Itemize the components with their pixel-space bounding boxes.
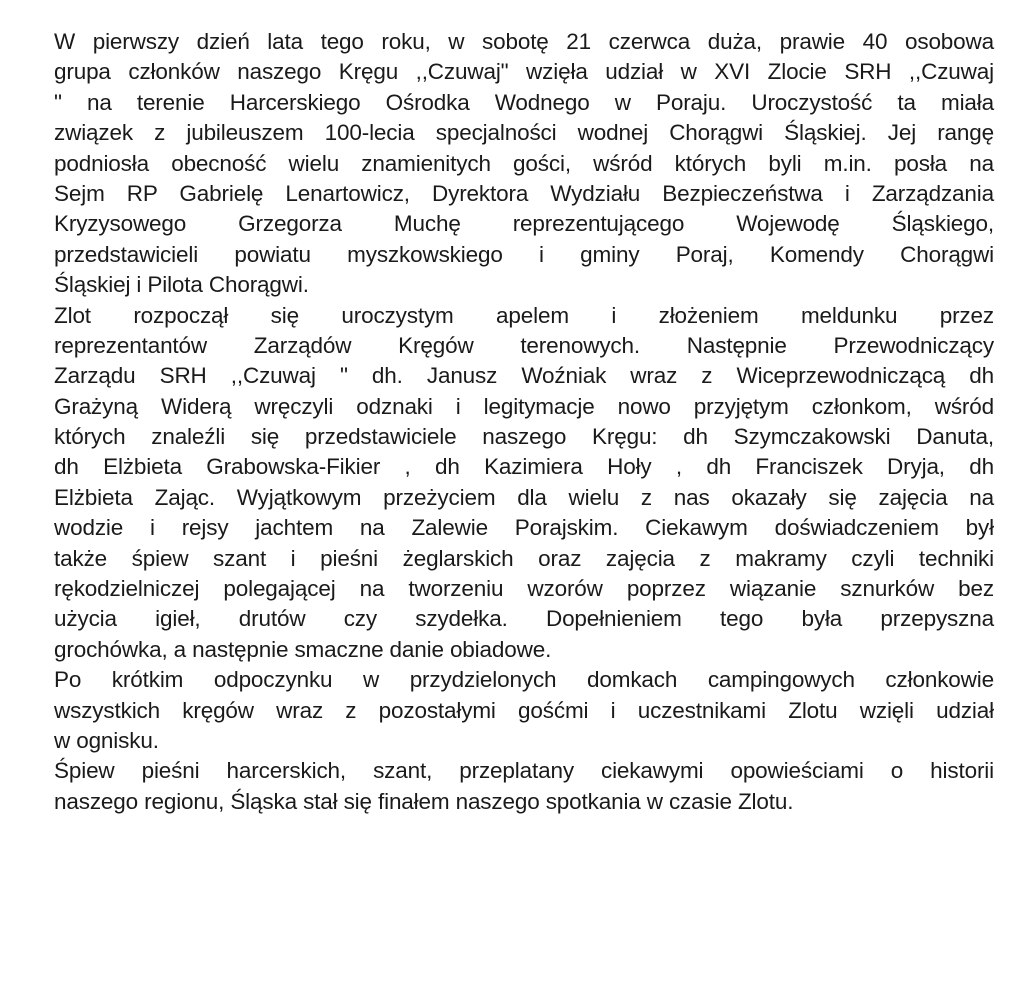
paragraph-zlot-program (54, 301, 994, 666)
document-page (54, 27, 994, 817)
text-line: w ognisku. (54, 727, 159, 753)
paragraph-finale (54, 756, 994, 817)
text-line: Po krótkim odpoczynku w przydzielonych domkach campingowych członkowie (54, 667, 994, 693)
text-line: wszystkich kręgów wraz z pozostałymi gośćmi i uczestnikami Zlotu wzięli udział (54, 697, 994, 723)
text-line: użycia igieł, drutów czy szydełka. Dopełnieniem tego była przepyszna (54, 606, 994, 632)
text-line: związek z jubileuszem 100-lecia specjalności wodnej Chorągwi Śląskiej. Jej rangę (54, 120, 994, 146)
text-line: W pierwszy dzień lata tego roku, w sobotę 21 czerwca duża, prawie 40 osobowa (54, 29, 994, 54)
text-line: dh Elżbieta Grabowska-Fikier , dh Kazimiera Hoły , dh Franciszek Dryja, dh (54, 454, 994, 480)
text-line: Grażyną Widerą wręczyli odznaki i legitymacje nowo przyjętym członkom, wśród (54, 393, 994, 419)
text-line: " na terenie Harcerskiego Ośrodka Wodnego w Poraju. Uroczystość ta miała (54, 89, 994, 115)
text-line: podniosła obecność wielu znamienitych gości, wśród których byli m.in. posła na (54, 150, 994, 176)
text-line: których znaleźli się przedstawiciele naszego Kręgu: dh Szymczakowski Danuta, (54, 424, 994, 450)
text-line: Zarządu SRH ,,Czuwaj " dh. Janusz Woźniak wraz z Wiceprzewodniczącą dh (54, 363, 994, 389)
text-line: Śląskiej i Pilota Chorągwi. (54, 272, 309, 298)
text-line: rękodzielniczej polegającej na tworzeniu wzorów poprzez wiązanie sznurków bez (54, 576, 994, 602)
text-line: reprezentantów Zarządów Kręgów terenowych. Następnie Przewodniczący (54, 332, 994, 358)
text-line: Śpiew pieśni harcerskich, szant, przeplatany ciekawymi opowieściami o historii (54, 758, 994, 784)
text-line: Sejm RP Gabrielę Lenartowicz, Dyrektora Wydziału Bezpieczeństwa i Zarządzania (54, 180, 994, 206)
text-line: grupa członków naszego Kręgu ,,Czuwaj" wzięła udział w XVI Zlocie SRH ,,Czuwaj (54, 59, 994, 85)
paragraph-ognisko (54, 665, 994, 756)
text-line: wodzie i rejsy jachtem na Zalewie Porajskim. Ciekawym doświadczeniem był (54, 515, 994, 541)
text-line: także śpiew szant i pieśni żeglarskich oraz zajęcia z makramy czyli techniki (54, 545, 994, 571)
text-line: grochówka, a następnie smaczne danie obiadowe. (54, 636, 552, 662)
text-line: przedstawicieli powiatu myszkowskiego i gminy Poraj, Komendy Chorągwi (54, 241, 994, 267)
text-line: Elżbieta Zając. Wyjątkowym przeżyciem dla wielu z nas okazały się zajęcia na (54, 484, 994, 510)
text-line: Kryzysowego Grzegorza Muchę reprezentującego Wojewodę Śląskiego, (54, 211, 994, 237)
paragraph-zlot-intro (54, 27, 994, 301)
text-line: naszego regionu, Śląska stał się finałem naszego spotkania w czasie Zlotu. (54, 788, 794, 814)
text-line: Zlot rozpoczął się uroczystym apelem i złożeniem meldunku przez (54, 302, 994, 328)
